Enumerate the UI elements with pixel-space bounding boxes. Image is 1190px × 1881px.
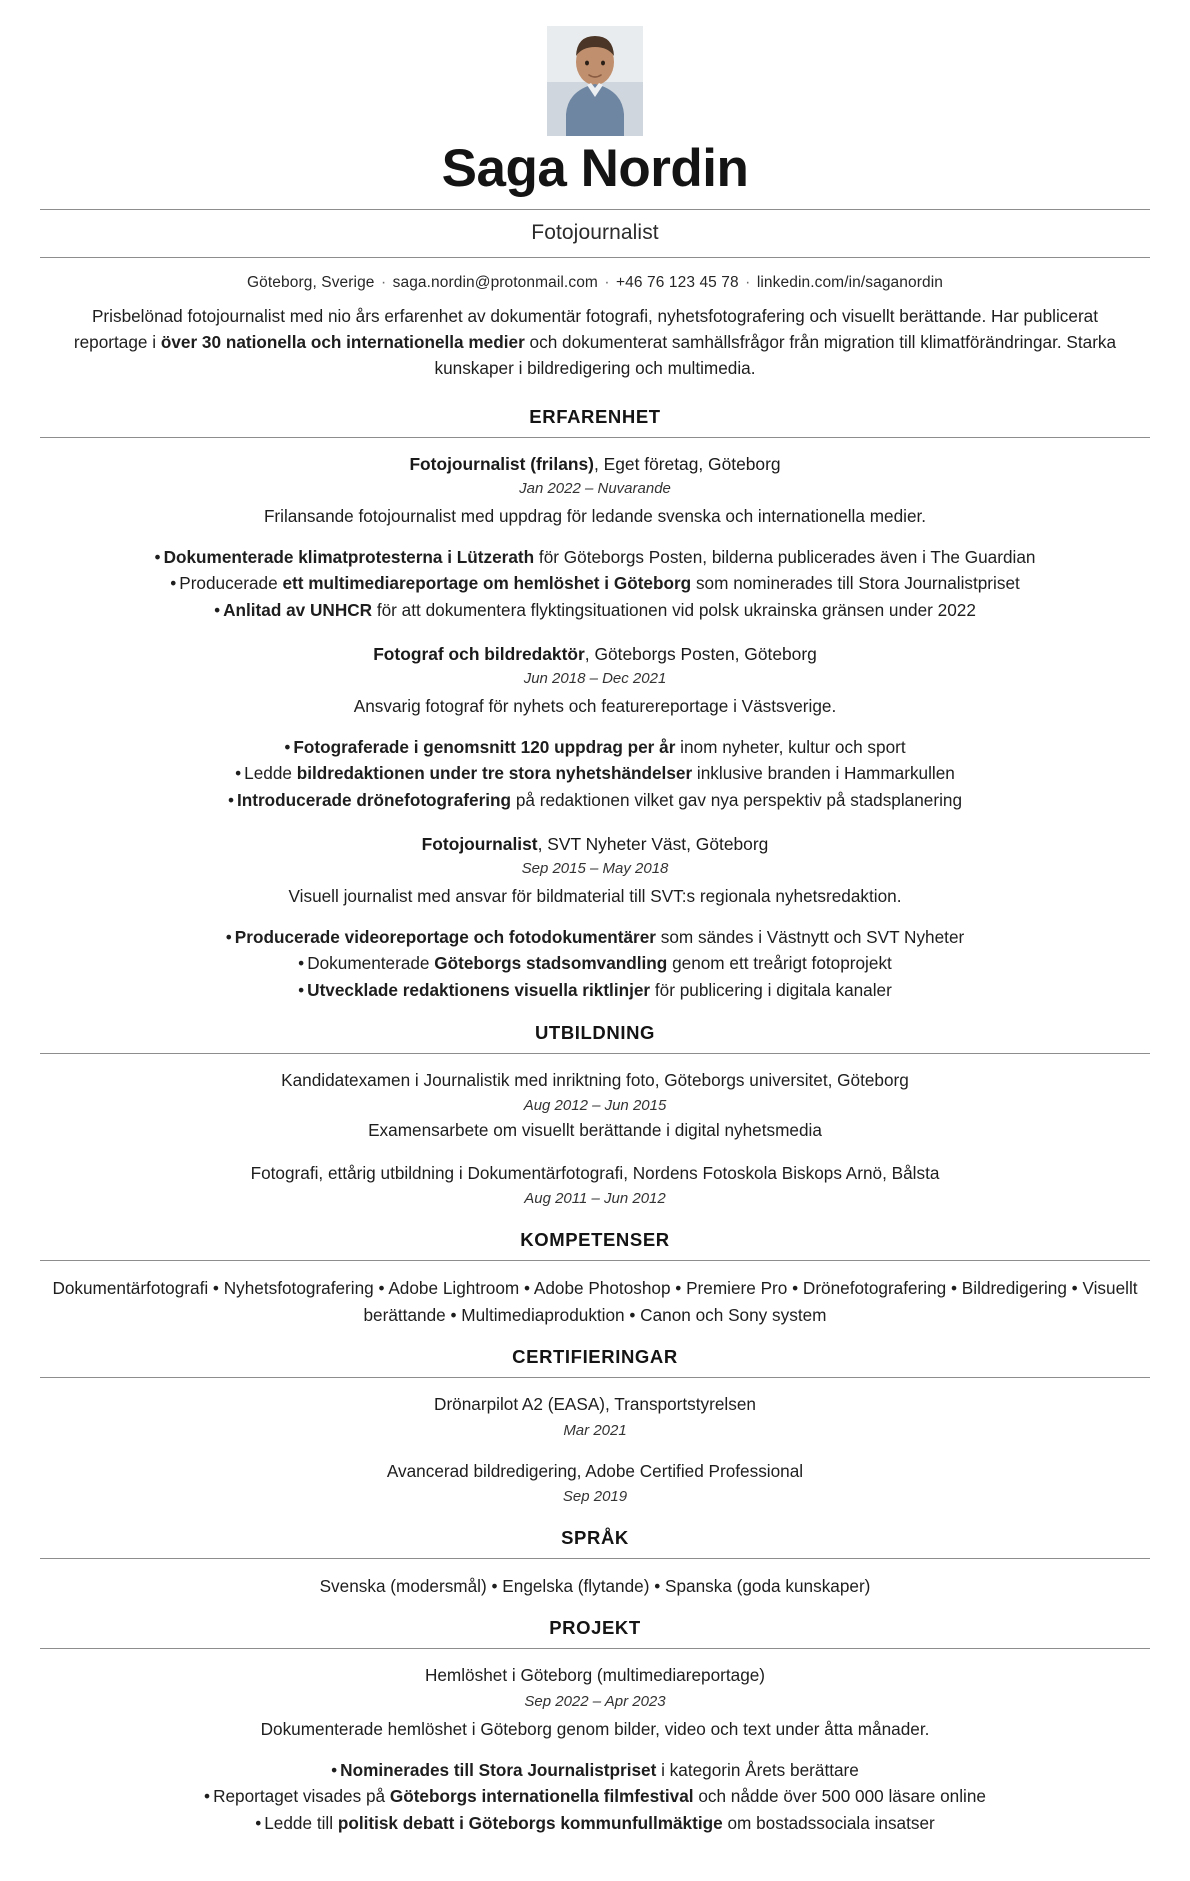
- bullet-lead: Ledde till: [264, 1812, 338, 1833]
- project-entries: [40, 1649, 1150, 1836]
- section-experience: [40, 406, 1150, 1004]
- bullet-icon: •: [170, 573, 177, 594]
- experience-title: [40, 642, 1150, 667]
- project-date: Sep 2022 – Apr 2023: [524, 1693, 666, 1711]
- section-languages: [40, 1527, 1150, 1600]
- bullet-bold: politisk debatt i Göteborgs kommunfullmäktige: [337, 1812, 723, 1833]
- summary-part-2: och dokumenterat samhällsfrågor från migration till klimatförändringar. Starka kunskaper i bildredigering och multimedia.: [434, 332, 1117, 378]
- certification-date: Sep 2019: [562, 1488, 628, 1506]
- bullet-rest: om bostadssociala insatser: [722, 1812, 935, 1833]
- bullet-icon: •: [331, 1759, 338, 1780]
- project-description: Dokumenterade hemlöshet i Göteborg genom bilder, video och text under åtta månader.: [260, 1718, 930, 1739]
- contact-linkedin[interactable]: linkedin.com/in/saganordin: [756, 274, 943, 292]
- bullet-icon: •: [225, 926, 232, 947]
- avatar: [547, 26, 643, 136]
- experience-bullets: [40, 924, 1150, 1004]
- certification-name: Drönarpilot A2 (EASA), Transportstyrelsen: [434, 1394, 756, 1415]
- contact-location: Göteborg, Sverige: [247, 274, 375, 292]
- list-item: [40, 787, 1150, 814]
- project-name: Hemlöshet i Göteborg (multimediareportage): [424, 1665, 766, 1686]
- bullet-bold: Göteborgs stadsomvandling: [434, 953, 668, 974]
- education-degree: Kandidatexamen i Journalistik med inriktning foto, Göteborgs universitet, Göteborg: [281, 1069, 909, 1090]
- contact-separator: ·: [745, 274, 751, 292]
- bullet-icon: •: [235, 763, 242, 784]
- section-education: [40, 1022, 1150, 1211]
- experience-description: Frilansande fotojournalist med uppdrag för ledande svenska och internationella medier.: [263, 505, 927, 526]
- experience-company: , Eget företag, Göteborg: [593, 453, 781, 474]
- experience-bullets: [40, 734, 1150, 814]
- bullet-rest: på redaktionen vilket gav nya perspektiv på stadsplanering: [511, 789, 963, 810]
- certification-name: Avancerad bildredigering, Adobe Certified Professional: [386, 1460, 804, 1481]
- bullet-rest: för Göteborgs Posten, bilderna publicerades även i The Guardian: [534, 546, 1036, 567]
- bullet-bold: Producerade videoreportage och fotodokumentärer: [234, 926, 656, 947]
- bullet-rest: inom nyheter, kultur och sport: [675, 736, 906, 757]
- bullet-rest: som sändes i Västnytt och SVT Nyheter: [655, 926, 965, 947]
- bullet-bold: Anlitad av UNHCR: [223, 599, 373, 620]
- experience-company: , Göteborgs Posten, Göteborg: [584, 643, 817, 664]
- bullet-icon: •: [284, 736, 291, 757]
- experience-date: Sep 2015 – May 2018: [521, 860, 669, 878]
- summary-highlight: över 30 nationella och internationella medier: [160, 332, 525, 353]
- project-entry: [40, 1663, 1150, 1836]
- list-item: [40, 1810, 1150, 1837]
- bullet-rest: som nominerades till Stora Journalistpriset: [691, 573, 1020, 594]
- list-item: [40, 977, 1150, 1004]
- bullet-bold: bildredaktionen under tre stora nyhetshändelser: [296, 763, 693, 784]
- contact-phone[interactable]: +46 76 123 45 78: [616, 274, 739, 292]
- bullet-bold: Utvecklade redaktionens visuella riktlinjer: [307, 979, 651, 1000]
- bullet-icon: •: [214, 599, 221, 620]
- portrait-photo-icon: [547, 26, 643, 136]
- bullet-rest: genom ett treårigt fotoprojekt: [667, 953, 892, 974]
- contact-separator: ·: [380, 274, 387, 292]
- bullet-icon: •: [154, 546, 161, 567]
- experience-description: Visuell journalist med ansvar för bildmaterial till SVT:s regionala nyhetsredaktion.: [288, 885, 902, 906]
- skills-body: [40, 1261, 1150, 1328]
- experience-entry: [40, 452, 1150, 624]
- education-extra: Examensarbete om visuellt berättande i digital nyhetsmedia: [368, 1119, 822, 1140]
- experience-title: [40, 452, 1150, 477]
- experience-entry: [40, 832, 1150, 1004]
- bullet-rest: och nådde över 500 000 läsare online: [693, 1786, 986, 1807]
- job-title: Fotojournalist: [531, 221, 659, 245]
- education-date: Aug 2012 – Jun 2015: [523, 1097, 667, 1115]
- summary-part-1: Prisbelönad fotojournalist med nio års erfarenhet av dokumentär fotografi, nyhetsfotografering och visuellt berättande. Har publicerat reportage i: [73, 306, 1099, 353]
- project-bullets: [40, 1757, 1150, 1837]
- experience-bullets: [40, 544, 1150, 624]
- section-heading-languages: SPRÅK: [561, 1526, 629, 1548]
- section-heading-projects: PROJEKT: [549, 1617, 641, 1639]
- bullet-bold: ett multimediareportage om hemlöshet i Göteborg: [282, 573, 692, 594]
- experience-role: Fotograf och bildredaktör: [373, 643, 585, 664]
- list-item: [40, 544, 1150, 571]
- education-entry: [40, 1161, 1150, 1211]
- experience-role: Fotojournalist: [421, 833, 538, 854]
- section-skills: [40, 1229, 1150, 1328]
- contact-email[interactable]: saga.nordin@protonmail.com: [392, 274, 598, 292]
- certification-date: Mar 2021: [563, 1422, 627, 1440]
- section-heading-skills: KOMPETENSER: [520, 1228, 670, 1250]
- list-item: [40, 760, 1150, 787]
- bullet-bold: Göteborgs internationella filmfestival: [389, 1786, 694, 1807]
- bullet-bold: Fotograferade i genomsnitt 120 uppdrag per år: [293, 736, 676, 757]
- bullet-rest: för publicering i digitala kanaler: [650, 979, 892, 1000]
- list-item: [40, 1757, 1150, 1784]
- bullet-lead: Producerade: [179, 573, 283, 594]
- bullet-lead: Dokumenterade: [307, 953, 435, 974]
- bullet-bold: Nominerades till Stora Journalistpriset: [340, 1759, 657, 1780]
- section-heading-education: UTBILDNING: [534, 1021, 656, 1043]
- certification-entry: [40, 1392, 1150, 1442]
- bullet-lead: Reportaget visades på: [213, 1786, 390, 1807]
- photo-container: [40, 26, 1150, 136]
- bullet-rest: för att dokumentera flyktingsituationen vid polsk ukrainska gränsen under 2022: [372, 599, 976, 620]
- experience-date: Jun 2018 – Dec 2021: [523, 670, 667, 688]
- bullet-rest: i kategorin Årets berättare: [656, 1759, 859, 1780]
- bullet-bold: Introducerade drönefotografering: [236, 789, 512, 810]
- experience-description: Ansvarig fotograf för nyhets och featurereportage i Västsverige.: [353, 695, 837, 716]
- section-heading-experience: ERFARENHET: [529, 405, 661, 427]
- education-degree: Fotografi, ettårig utbildning i Dokumentärfotografi, Nordens Fotoskola Biskops Arnö, Bålsta: [250, 1162, 940, 1183]
- list-item: [40, 597, 1150, 624]
- certification-entries: [40, 1378, 1150, 1509]
- section-projects: [40, 1617, 1150, 1836]
- education-date: Aug 2011 – Jun 2012: [524, 1190, 666, 1208]
- certification-entry: [40, 1459, 1150, 1509]
- page-title: Saga Nordin: [441, 139, 749, 198]
- experience-role: Fotojournalist (frilans): [409, 453, 594, 474]
- list-item: [40, 570, 1150, 597]
- list-item: [40, 924, 1150, 951]
- bullet-icon: •: [227, 789, 234, 810]
- education-entries: [40, 1054, 1150, 1211]
- bullet-icon: •: [255, 1812, 262, 1833]
- list-item: [40, 950, 1150, 977]
- list-item: [40, 1783, 1150, 1810]
- experience-title: [40, 832, 1150, 857]
- skills-list: Dokumentärfotografi • Nyhetsfotografering • Adobe Lightroom • Adobe Photoshop • Premiere Pro • Drönefotografering • Bildredigering • Visuellt berättande • Multimediaproduktion • Canon och Sony system: [52, 1277, 1138, 1325]
- languages-body: [40, 1559, 1150, 1600]
- languages-list: Svenska (modersmål) • Engelska (flytande) • Spanska (goda kunskaper): [319, 1575, 871, 1596]
- section-heading-certifications: CERTIFIERINGAR: [512, 1346, 678, 1368]
- contact-line: [40, 258, 1150, 304]
- experience-date: Jan 2022 – Nuvarande: [519, 480, 671, 498]
- bullet-rest: inklusive branden i Hammarkullen: [692, 763, 955, 784]
- education-entry: [40, 1068, 1150, 1144]
- contact-separator: ·: [604, 274, 610, 292]
- experience-company: , SVT Nyheter Väst, Göteborg: [537, 833, 769, 854]
- bullet-lead: Ledde: [244, 763, 297, 784]
- bullet-bold: Dokumenterade klimatprotesterna i Lützerath: [163, 546, 535, 567]
- bullet-icon: •: [204, 1786, 211, 1807]
- bullet-icon: •: [298, 953, 305, 974]
- professional-summary: [40, 304, 1150, 387]
- experience-entries: [40, 438, 1150, 1004]
- list-item: [40, 734, 1150, 761]
- section-certifications: [40, 1346, 1150, 1509]
- bullet-icon: •: [298, 979, 305, 1000]
- experience-entry: [40, 642, 1150, 814]
